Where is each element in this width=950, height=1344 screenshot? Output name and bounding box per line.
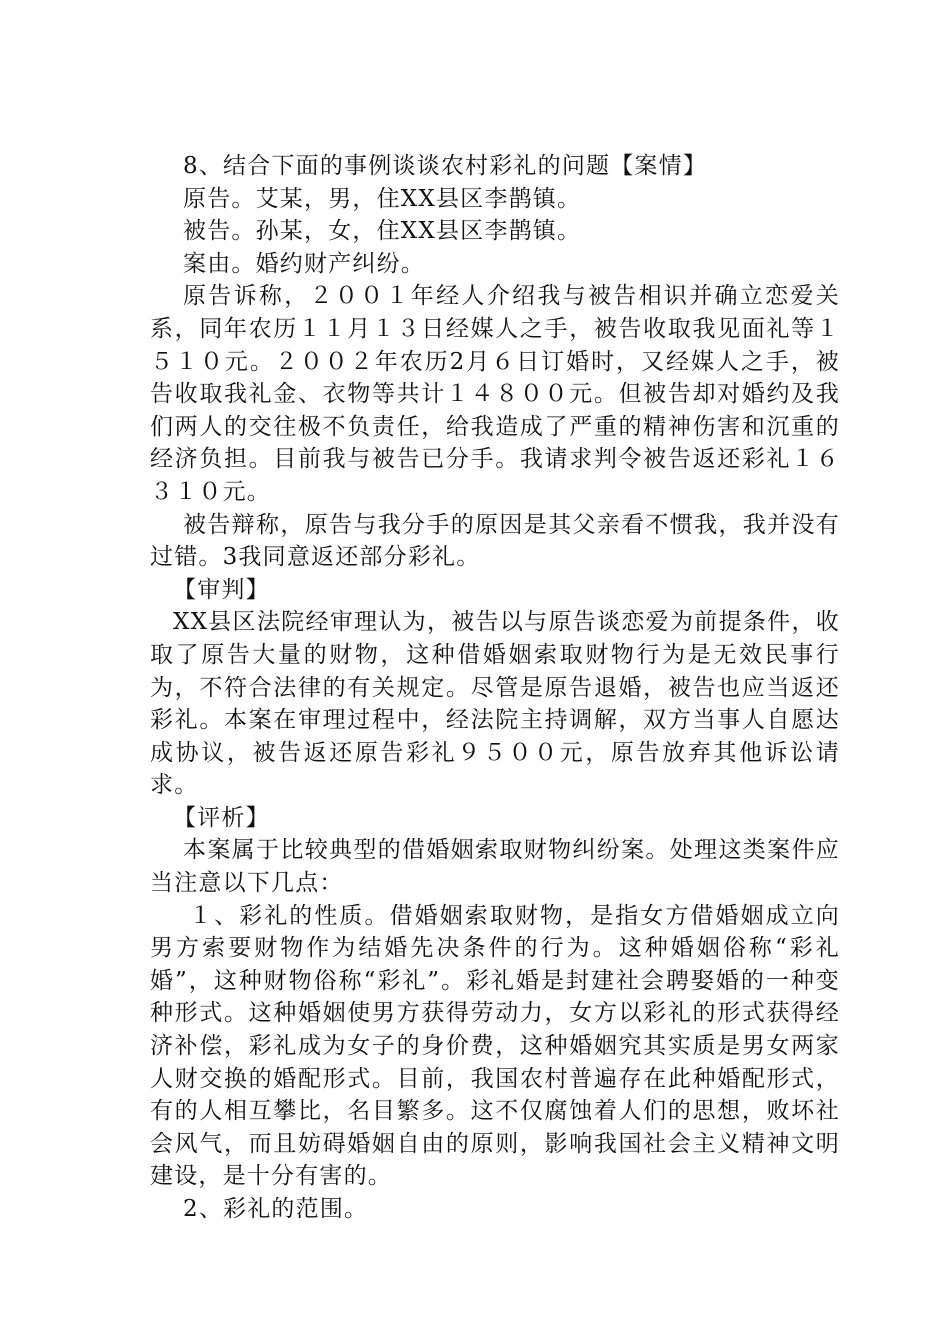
analysis-intro-paragraph: 本案属于比较典型的借婚姻索取财物纠纷案。处理这类案件应当注意以下几点： <box>150 837 840 897</box>
judgment-paragraph: XX县区法院经审理认为，被告以与原告谈恋爱为前提条件，收取了原告大量的财物，这种借婚姻索取财物行为是无效民事行为，不符合法律的有关规定。尽管是原告退婚，被告也应当返还彩礼。本案在审理过程中，经法院主持调解，双方当事人自愿达成协议，被告返还原告彩礼９５００元，原告放弃其他诉讼请求。 <box>150 609 840 799</box>
document-body <box>150 150 840 1226</box>
cause-line: 案由。婚约财产纠纷。 <box>183 250 425 277</box>
defendant-defense-paragraph: 被告辩称，原告与我分手的原因是其父亲看不惯我，我并没有过错。3我同意返还部分彩礼。 <box>150 511 840 571</box>
bride-price-nature-paragraph: １、彩礼的性质。借婚姻索取财物，是指女方借婚姻成立向男方索要财物作为结婚先决条件的行为。这种婚姻俗称“彩礼婚”，这种财物俗称“彩礼”。彩礼婚是封建社会聘娶婚的一种变种形式。这种婚姻使男方获得劳动力，女方以彩礼的形式获得经济补偿，彩礼成为女子的身价费，这种婚姻究其实质是男女两家人财交换的婚配形式。目前，我国农村普遍存在此种婚配形式，有的人相互攀比，名目繁多。这不仅腐蚀着人们的思想，败坏社会风气，而且妨碍婚姻自由的原则，影响我国社会主义精神文明建设，是十分有害的。 <box>150 902 840 1190</box>
plaintiff-claim-paragraph: 原告诉称，２００１年经人介绍我与被告相识并确立恋爱关系，同年农历１１月１３日经媒人之手，被告收取我见面礼等１５１０元。２００２年农历2月６日订婚时，又经媒人之手，被告收取我礼金、衣物等共计１４８００元。但被告却对婚约及我们两人的交往极不负责任，给我造成了严重的精神伤害和沉重的经济负担。目前我与被告已分手。我请求判令被告返还彩礼１６３１０元。 <box>150 283 840 505</box>
analysis-heading: 【评析】 <box>173 804 270 831</box>
plaintiff-line: 原告。艾某，男，住XX县区李鹊镇。 <box>183 185 582 212</box>
bride-price-scope-heading: 2、彩礼的范围。 <box>183 1196 369 1222</box>
judgment-heading: 【审判】 <box>173 576 270 603</box>
question-heading: 8、结合下面的事例谈谈农村彩礼的问题【案情】 <box>183 153 708 179</box>
defendant-line: 被告。孙某，女，住XX县区李鹊镇。 <box>183 218 582 245</box>
